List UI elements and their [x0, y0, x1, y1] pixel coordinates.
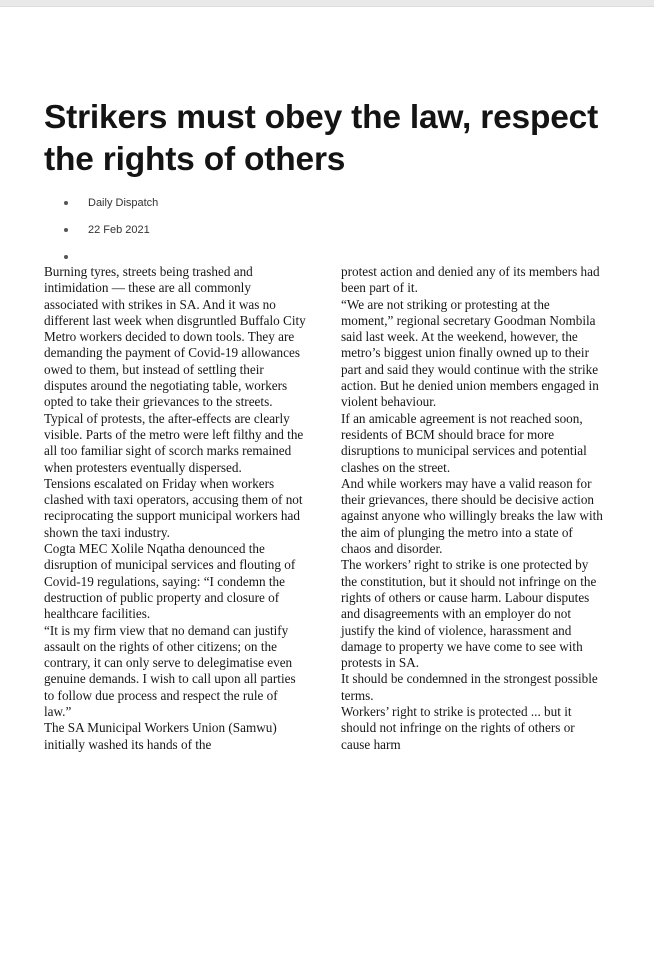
- paragraph: And while workers may have a valid reason for their grievances, there should be decisive action against anyone who willingly breaks the law with the aim of plunging the metro into a state of chaos and disorder.: [341, 475, 603, 557]
- bullet-icon: [64, 201, 68, 205]
- bullet-icon: [64, 228, 68, 232]
- paragraph: “We are not striking or protesting at the moment,” regional secretary Goodman Nombila said last week. At the weekend, however, the metro’s biggest union finally owned up to their part and said they would continue with the strike action. But he denied union members engaged in violent behaviour.: [341, 296, 599, 410]
- meta-date-item: [64, 220, 158, 247]
- meta-source-item: [64, 193, 158, 220]
- paragraph: The SA Municipal Workers Union (Samwu) initially washed its hands of the: [44, 720, 277, 752]
- bullet-icon: [64, 255, 68, 259]
- article-meta-list: [64, 193, 158, 257]
- article-column-right: [341, 264, 603, 753]
- article-column-left: [44, 264, 306, 753]
- paragraph: Burning tyres, streets being trashed and intimidation — these are all commonly associated with strikes in SA. And it was no different last week when disgruntled Buffalo City Metro workers decided to down tools. They are demanding the payment of Covid-19 allowances owed to them, but instead of settling their disputes around the negotiating table, workers opted to take their grievances to the streets.: [44, 264, 306, 410]
- meta-empty-item: [64, 247, 158, 257]
- paragraph: Cogta MEC Xolile Nqatha denounced the disruption of municipal services and flouting of Covid-19 regulations, saying: “I condemn the destruction of public property and closure of healthcare facilities.: [44, 541, 296, 622]
- paragraph: It should be condemned in the strongest possible terms.: [341, 671, 598, 703]
- paragraph: The workers’ right to strike is one protected by the constitution, but it should not infringe on the rights of others or cause harm. Labour disputes and disagreements with an employer do not justify the kind of violence, harassment and damage to property we have come to see with protests in SA.: [341, 557, 597, 671]
- meta-source: Daily Dispatch: [88, 197, 159, 209]
- paragraph: “It is my firm view that no demand can justify assault on the rights of other citizens; on the contrary, it can only serve to delegimatise even genuine demands. I wish to call upon all parties to follow due process and respect the rule of law.”: [44, 622, 296, 720]
- meta-date: 22 Feb 2021: [88, 224, 150, 236]
- pull-quote: Workers’ right to strike is protected ... but it should not infringe on the rights of others or cause harm: [341, 704, 575, 752]
- paragraph: If an amicable agreement is not reached soon, residents of BCM should brace for more disruptions to municipal services and potential clashes on the street.: [341, 410, 587, 475]
- paragraph: Tensions escalated on Friday when workers clashed with taxi operators, accusing them of not reciprocating the support municipal workers had shown the taxi industry.: [44, 475, 303, 540]
- top-bar: [0, 0, 654, 7]
- paragraph: protest action and denied any of its members had been part of it.: [341, 264, 600, 296]
- article-headline: Strikers must obey the law, respect the rights of others: [44, 99, 599, 178]
- paragraph: Typical of protests, the after-effects are clearly visible. Parts of the metro were left filthy and the all too familiar sight of scorch marks remained when protesters eventually dispersed.: [44, 410, 304, 475]
